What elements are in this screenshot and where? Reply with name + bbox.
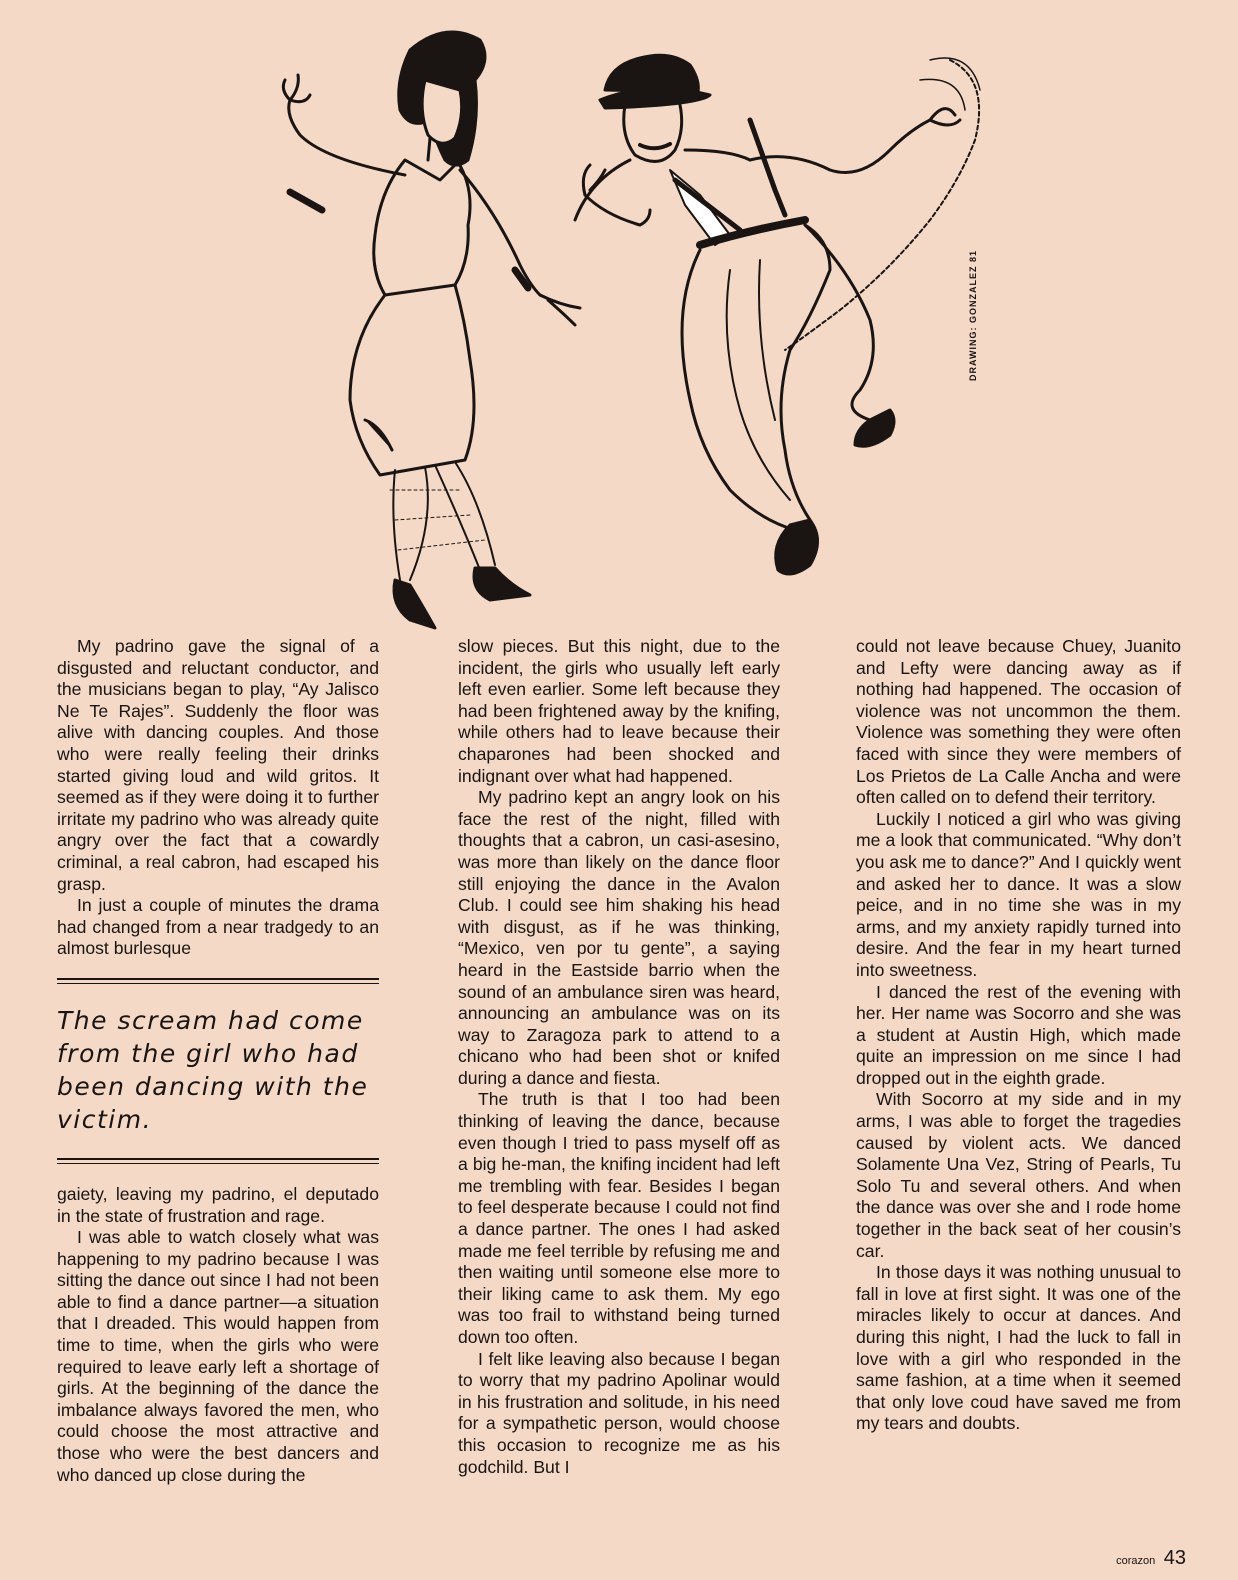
- magazine-name: corazon: [1116, 1555, 1156, 1567]
- dancers-illustration: [230, 20, 1010, 635]
- column-2: [458, 636, 780, 1478]
- woman-dancer-figure: [283, 32, 580, 628]
- man-dancer-figure: [575, 55, 980, 574]
- paragraph: The truth is that I too had been thinking of leaving the dance, because even though I tried to pass myself off as a big he-man, the knifing incident had left me trembling with fear. Besides I began to feel desperate because I could not find a dance partner. The ones I had asked made me feel terrible by refusing me and then waiting until someone else more to their liking came to ask them. My ego was too frail to withstand being turned down too often.: [458, 1089, 780, 1347]
- paragraph: I was able to watch closely what was happening to my padrino because I was sitting the dance out since I had not been able to find a dance partner—a situation that I dreaded. This would happen from time to time, when the girls who were required to leave early left a shortage of girls. At the beginning of the dance the imbalance always favored the men, who could choose the most attractive and those who were the best dancers and who danced up close during the: [57, 1227, 379, 1485]
- column-3: [856, 636, 1181, 1435]
- pullquote-bottom-rule: [57, 1158, 379, 1164]
- paragraph: In those days it was nothing unusual to fall in love at first sight. It was one of the miracles likely to occur at dances. And during this night, I had the luck to fall in love with a girl who responded in the same fashion, at a time when it seemed that only love coud have saved me from my tears and doubts.: [856, 1262, 1181, 1434]
- page-folio: [1116, 1547, 1186, 1570]
- page-number: 43: [1163, 1547, 1186, 1569]
- column-1: [57, 636, 379, 1486]
- paragraph: I danced the rest of the evening with her. Her name was Socorro and she was a student at Austin High, which made quite an impression on me since I had dropped out in the eighth grade.: [856, 981, 1181, 1088]
- paragraph: In just a couple of minutes the drama had changed from a near tradgedy to an almost burlesque: [57, 895, 379, 959]
- illustration-credit: DRAWING: GONZALEZ 81: [968, 250, 978, 382]
- paragraph: With Socorro at my side and in my arms, I was able to forget the tragedies caused by violent acts. We danced Solamente Una Vez, String of Pearls, Tu Solo Tu and several others. And when the dance was over she and I rode home together in the back seat of her cousin’s car.: [856, 1089, 1181, 1261]
- paragraph: My padrino gave the signal of a disgusted and reluctant conductor, and the musicians began to play, “Ay Jalisco Ne Te Rajes”. Suddenly the floor was alive with dancing couples. And those who were really feeling their drinks started giving loud and wild gritos. It seemed as if they were doing it to further irritate my padrino who was already quite angry over the fact that a cowardly criminal, a real cabron, had escaped his grasp.: [57, 636, 379, 894]
- paragraph: I felt like leaving also because I began to worry that my padrino Apolinar would in his frustration and solitude, in his need for a sympathetic person, would choose this occasion to recognize me as his godchild. But I: [458, 1348, 780, 1477]
- pullquote: The scream had come from the girl who had been dancing with the victim.: [57, 1005, 369, 1134]
- paragraph: slow pieces. But this night, due to the incident, the girls who usually left early left even earlier. Some left because they had been frightened away by the knifing, while others had to leave because their chaparones had been shocked and indignant over what had happened.: [458, 636, 780, 786]
- paragraph: could not leave because Chuey, Juanito and Lefty were dancing away as if nothing had happened. The occasion of violence was not uncommon the them. Violence was something they were often faced with since they were members of Los Prietos de La Calle Ancha and were often called on to defend their territory.: [856, 636, 1181, 808]
- paragraph: Luckily I noticed a girl who was giving me a look that communicated. “Why don’t you ask me to dance?” And I quickly went and asked her to dance. It was a slow peice, and in no time she was in my arms, and my anxiety rapidly turned into desire. And the fear in my heart turned into sweetness.: [856, 808, 1181, 980]
- paragraph: gaiety, leaving my padrino, el deputado in the state of frustration and rage.: [57, 1183, 379, 1226]
- pullquote-top-rule: [57, 978, 379, 984]
- paragraph: My padrino kept an angry look on his face the rest of the night, filled with thoughts that a cabron, un casi-asesino, was more than likely on the dance floor still enjoying the dance in the Avalon Club. I could see him shaking his head with disgust, as if he was thinking, “Mexico, ven por tu gente”, a saying heard in the Eastside barrio when the sound of an ambulance siren was heard, announcing an ambulance was on its way to Zaragoza park to attend to a chicano who had been shot or knifed during a dance and fiesta.: [458, 787, 780, 1088]
